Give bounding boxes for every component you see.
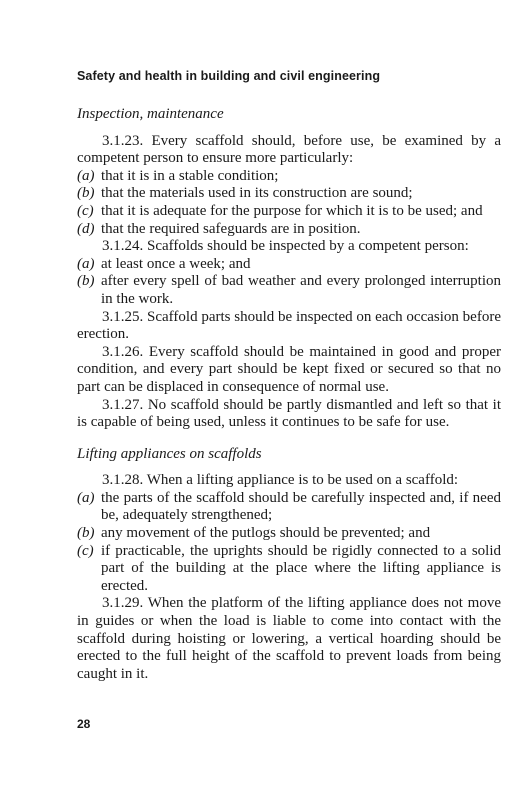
paragraph-3-1-28: 3.1.28. When a lifting appliance is to be used on a scaffold: bbox=[102, 472, 459, 489]
list-item-text: that it is in a stable condition; bbox=[101, 167, 279, 184]
list-marker: (b) bbox=[77, 185, 95, 202]
section-heading: Inspection, maintenance bbox=[77, 106, 224, 122]
list-item-text: that the required safeguards are in position. bbox=[101, 220, 361, 237]
list-item bbox=[77, 543, 501, 596]
list-item bbox=[77, 525, 501, 543]
list-item-text: that the materials used in its construction are sound; bbox=[101, 185, 413, 202]
paragraph-3-1-27: 3.1.27. No scaffold should be partly dismantled and left so that it is capable of being used, unless it continues to be safe for use. bbox=[77, 396, 501, 431]
list-item bbox=[77, 221, 501, 239]
list-marker: (c) bbox=[77, 542, 94, 559]
running-title: Safety and health in building and civil engineering bbox=[77, 69, 381, 83]
list-marker: (d) bbox=[77, 220, 95, 237]
list-marker: (b) bbox=[77, 273, 95, 290]
list-marker: (a) bbox=[77, 167, 95, 184]
list-item-text: at least once a week; and bbox=[101, 255, 251, 272]
list-item bbox=[77, 490, 501, 525]
list-marker: (b) bbox=[77, 525, 95, 542]
section-lifting-appliances bbox=[77, 446, 501, 684]
paragraph-3-1-25: 3.1.25. Scaffold parts should be inspected on each occasion before erection. bbox=[77, 308, 501, 343]
list-item bbox=[77, 273, 501, 308]
list-marker: (c) bbox=[77, 202, 94, 219]
section-inspection-maintenance bbox=[77, 106, 501, 432]
list-item-text: after every spell of bad weather and every prolonged interruption in the work. bbox=[101, 273, 501, 307]
list-item bbox=[77, 256, 501, 274]
list-item-text: that it is adequate for the purpose for which it is to be used; and bbox=[101, 202, 483, 219]
list-marker: (a) bbox=[77, 255, 95, 272]
list-item-text: any movement of the putlogs should be prevented; and bbox=[101, 525, 431, 542]
section-heading: Lifting appliances on scaffolds bbox=[77, 445, 262, 462]
list-marker: (a) bbox=[77, 489, 95, 506]
page-number: 28 bbox=[77, 717, 91, 731]
list-item bbox=[77, 203, 501, 221]
list-item bbox=[77, 185, 501, 203]
paragraph-3-1-26: 3.1.26. Every scaffold should be maintained in good and proper condition, and every part should be kept fixed or secured so that no part can be displaced in consequence of normal use. bbox=[77, 343, 501, 395]
list-item-text: the parts of the scaffold should be carefully inspected and, if need be, adequately strengthened; bbox=[101, 489, 501, 524]
page-body bbox=[77, 106, 501, 683]
list-item-text: if practicable, the uprights should be rigidly connected to a solid part of the building at the place where the lifting appliance is erected. bbox=[101, 542, 501, 594]
paragraph-3-1-23: 3.1.23. Every scaffold should, before use, be examined by a competent person to ensure more particularly: bbox=[77, 132, 501, 167]
paragraph-3-1-24: 3.1.24. Scaffolds should be inspected by a competent person: bbox=[102, 238, 469, 255]
list-item bbox=[77, 168, 501, 186]
paragraph-3-1-29: 3.1.29. When the platform of the lifting appliance does not move in guides or when the load is liable to come into contact with the scaffold during hoisting or lowering, a vertical hoarding should be erected to the full height of the scaffold to prevent loads from being caught in it. bbox=[77, 595, 501, 682]
